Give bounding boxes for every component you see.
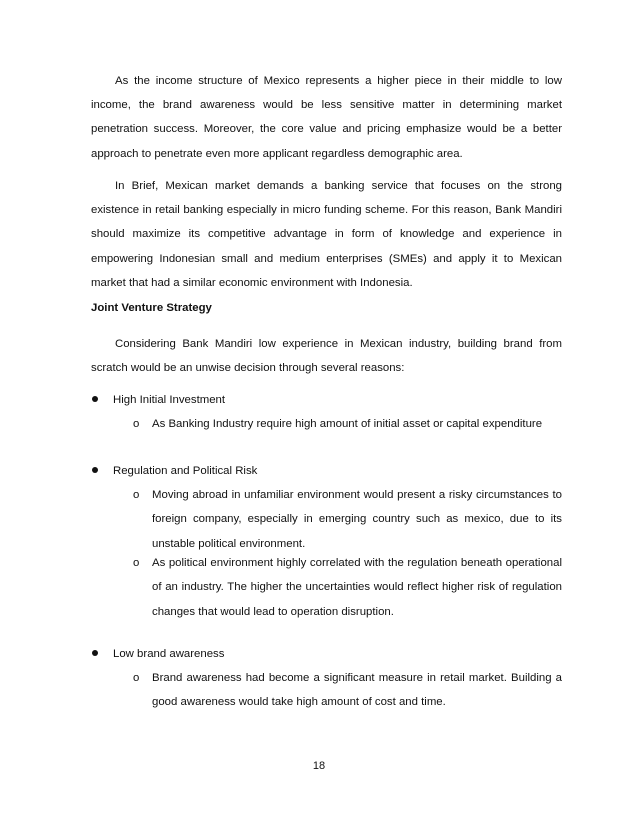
sub-bullet-text: As political environment highly correlated with the regulation beneath operational of an industry. The higher the uncertainties would reflect higher risk of regulation changes that would lead to operation disruption. (152, 557, 562, 618)
page-number: 18 (312, 760, 326, 772)
sub-bullet-marker: o (133, 418, 140, 430)
bullet-dot-icon (92, 467, 98, 473)
sub-bullet-marker: o (133, 489, 140, 501)
paragraph-mexican-market: In Brief, Mexican market demands a banking service that focuses on the strong existence in retail banking especially in micro funding scheme. For this reason, Bank Mandiri should maximize its competitive advantage in form of knowledge and experience in empowering Indonesian small and medium enterprises (SMEs) and apply it to Mexican market that had a similar economic environment with Indonesia. (91, 180, 562, 289)
sub-bullet-text: As Banking Industry require high amount of initial asset or capital expenditure (152, 418, 543, 430)
bullet-dot-icon (92, 396, 98, 402)
bullet-label: Regulation and Political Risk (113, 465, 258, 477)
bullet-label: Low brand awareness (113, 648, 225, 660)
sub-bullet-text: Moving abroad in unfamiliar environment would present a risky circumstances to foreign company, especially in emerging country such as mexico, due to its unstable political environment. (152, 489, 562, 550)
bullet-label: High Initial Investment (113, 394, 226, 406)
sub-bullet-marker: o (133, 672, 140, 684)
paragraph-intro: Considering Bank Mandiri low experience in Mexican industry, building brand from scratch would be an unwise decision through several reasons: (91, 338, 562, 375)
sub-bullet-marker: o (133, 557, 140, 569)
paragraph-income-structure: As the income structure of Mexico represents a higher piece in their middle to low income, the brand awareness would be less sensitive matter in determining market penetration success. Moreover, the core value and pricing emphasize would be a better approach to penetrate even more applicant regardless demographic area. (91, 75, 562, 160)
section-heading: Joint Venture Strategy (91, 302, 212, 314)
bullet-dot-icon (92, 650, 98, 656)
sub-bullet-text: Brand awareness had become a significant measure in retail market. Building a good awareness would take high amount of cost and time. (152, 672, 562, 709)
